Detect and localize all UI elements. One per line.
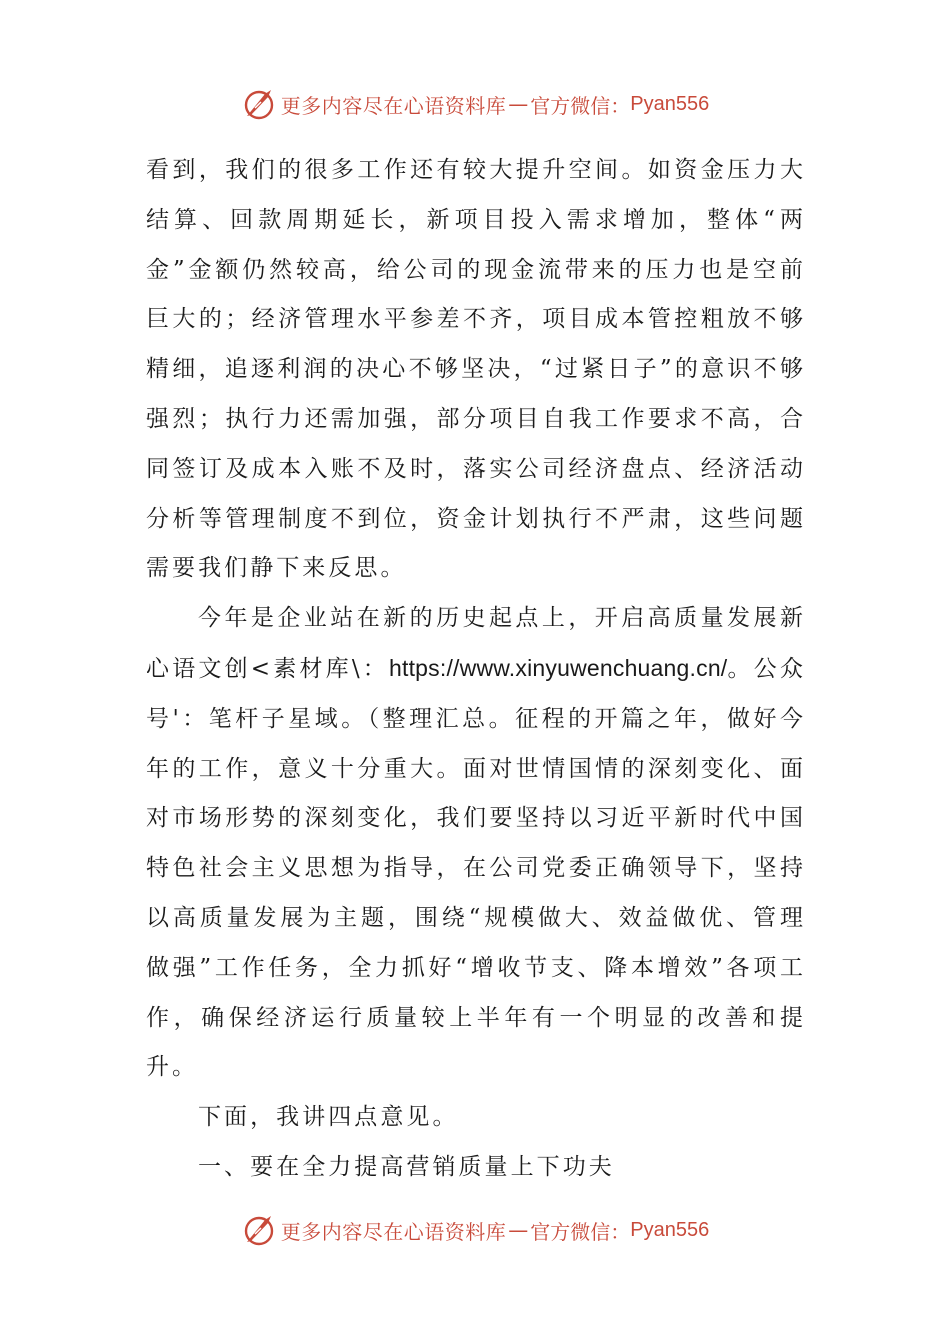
quill-logo-icon [241, 1212, 277, 1248]
header-watermark-banner [0, 84, 950, 124]
banner-wechat-id: Pyan556 [630, 92, 710, 115]
banner-wechat-label: 官方微信： [530, 1219, 631, 1244]
paragraph-3: 下面，我讲四点意见。 [198, 1104, 459, 1131]
website-url: https://www.xinyuwenchuang.cn/ [389, 654, 728, 681]
paragraph-2 [146, 594, 806, 1093]
footer-watermark-banner [0, 1210, 950, 1250]
banner-title: 更多内容尽在心语资料库 [280, 1219, 507, 1244]
paragraph-2-part-a: 今年是企业站在新的历史起点上，开启高质量发展新心语文创<素材库\： [146, 605, 806, 682]
banner-separator: — [508, 92, 529, 116]
banner-separator: — [508, 1218, 529, 1242]
banner-wechat-id: Pyan556 [630, 1218, 710, 1241]
banner-wechat-label: 官方微信： [530, 93, 631, 118]
banner-title: 更多内容尽在心语资料库 [280, 93, 507, 118]
document-body [146, 146, 806, 1193]
paragraph-2-part-b: 。公众号'：笔杆子星域。（整理汇总。征程的开篇之年，做好今年的工作，意义十分重大。面对世情国情的深刻变化、面对市场形势的深刻变化，我们要坚持以习近平新时代中国特色社会主义思想为指导，在公司党委正确领导下，坚持以高质量发展为主题，围绕“规模做大、效益做优、管理做强”工作任务，全力抓好“增收节支、降本增效”各项工作，确保经济运行质量较上半年有一个明显的改善和提升。 [146, 655, 806, 1081]
paragraph-1: 看到，我们的很多工作还有较大提升空间。如资金压力大结算、回款周期延长，新项目投入需求增加，整体“两金”金额仍然较高，给公司的现金流带来的压力也是空前巨大的；经济管理水平参差不齐，项目成本管控粗放不够精细，追逐利润的决心不够坚决，“过紧日子”的意识不够强烈；执行力还需加强，部分项目自我工作要求不高，合同签订及成本入账不及时，落实公司经济盘点、经济活动分析等管理制度不到位，资金计划执行不严肃，这些问题需要我们静下来反思。 [146, 157, 806, 582]
section-heading-1: 一、要在全力提高营销质量上下功夫 [198, 1153, 615, 1180]
quill-logo-icon [241, 86, 277, 122]
